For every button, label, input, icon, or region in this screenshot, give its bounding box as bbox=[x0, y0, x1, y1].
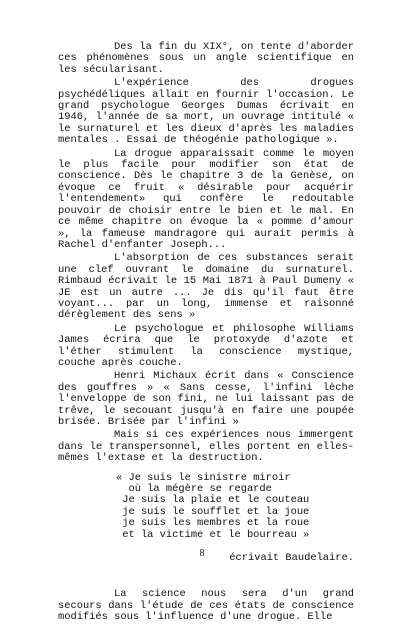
closing-paragraph: La science nous sera d'un grand secours dans l'étude de ces états de conscience modifiés sous l'influence d'une drogue. Elle bbox=[58, 588, 354, 624]
poem-line: où la mégère se regarde bbox=[116, 483, 272, 496]
poem-attribution: écrivait Baudelaire. bbox=[229, 552, 354, 565]
poem-line: « Je suis le sinistre miroir bbox=[116, 471, 291, 484]
poem-line: je suis le soufflet et la joue bbox=[116, 505, 310, 518]
paragraph-7: Mais si ces expériences nous immergent dans le transpersonnel, elles portent en elles-mêmes l'extase et la destruction. bbox=[58, 429, 354, 465]
paragraph-5: Le psychologue et philosophe Williams James écrira que le protoxyde d'azote et l'éther stimulent la conscience mystique, couche après couche. bbox=[58, 322, 354, 369]
paragraph-3: La drogue apparaissait comme le moyen le plus facile pour modifier son état de conscience. Dès le chapitre 3 de la Genèse, on évoque ce fruit « désirable pour acquérir l'entendement» qui confère le redoutable pouvoir de choisir entre le bien et le mal. En ce même chapitre on évoque la « pomme d'amour », la fameuse mandragore qui aurait permis à Rachel d'enfanter Joseph... bbox=[58, 147, 354, 251]
poem-line: et la victime et le bourreau » bbox=[116, 528, 310, 541]
paragraph-2: L'expérience des drogues psychédéliques allait en fournir l'occasion. Le grand psychologue Georges Dumas écrivait en 1946, l'année de sa mort, un ouvrage intitulé « le surnaturel et les dieux d'après les maladies mentales . Essai de théogénie pathologique ». bbox=[58, 77, 354, 147]
paragraph-4: L'absorption de ces substances serait une clef ouvrant le domaine du surnaturel. Rimbaud écrivait le 15 Mai 1871 à Paul Dumeny « JE est un autre ... Je dis qu'il faut être voyant... par un long, immense et raisonné dérèglement des sens » bbox=[58, 252, 354, 322]
page-number: 8 bbox=[199, 548, 205, 559]
poem-quote bbox=[58, 473, 354, 541]
poem-line: Je suis la plaie et le couteau bbox=[116, 494, 310, 507]
body-text bbox=[58, 42, 354, 624]
poem-line: je suis les membres et la roue bbox=[116, 517, 310, 530]
paragraph-1: Des la fin du XIX°, on tente d'aborder ces phénomènes sous un angle scientifique en les sécularisant. bbox=[58, 41, 354, 76]
paragraph-6: Henri Michaux écrit dans « Conscience des gouffres » « Sans cesse, l'infini lèche l'enveloppe de son fini, ne lui laissant pas de trêve, le secouant jusqu'à en faire une poupée brisée. Brisée par l'infini » bbox=[58, 370, 354, 428]
